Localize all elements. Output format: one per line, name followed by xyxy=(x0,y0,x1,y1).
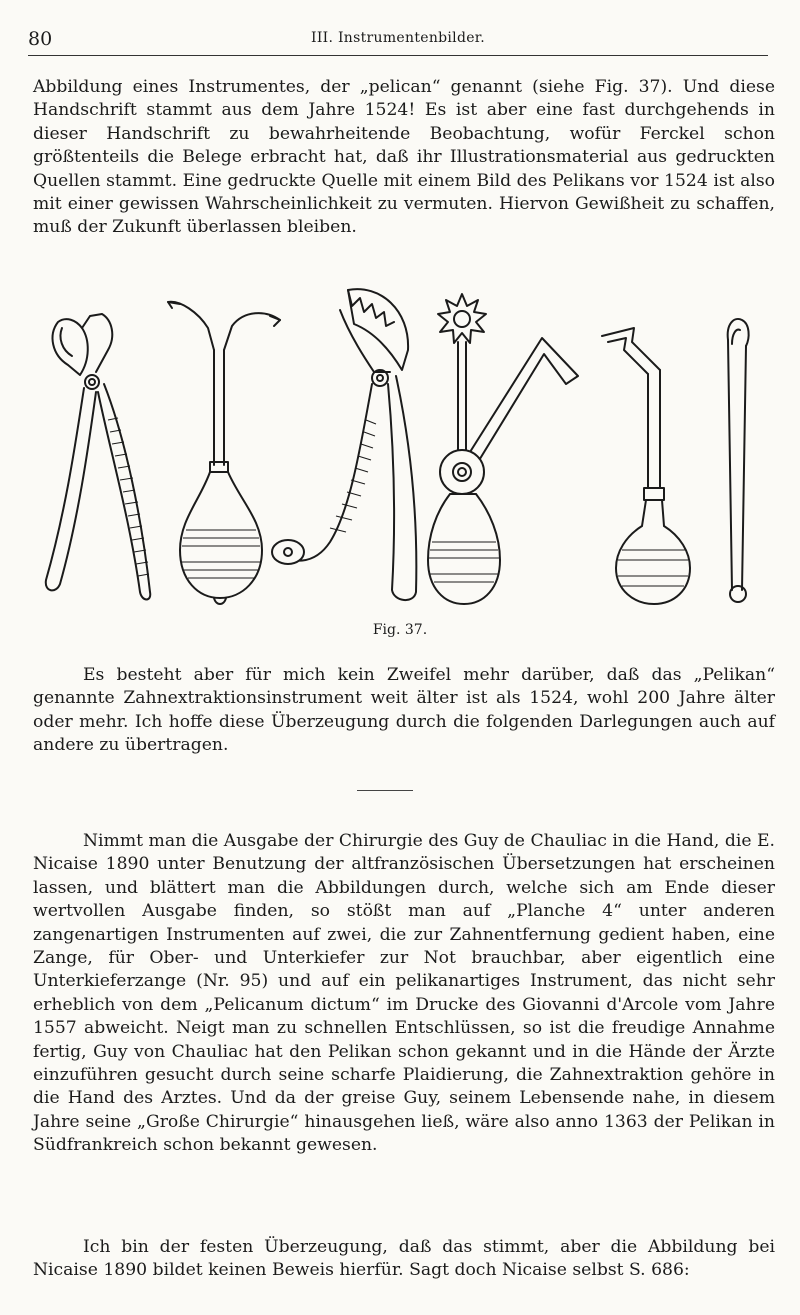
forked-instrument-drawing xyxy=(168,302,280,604)
section-divider xyxy=(357,790,413,791)
paragraph-2: Es besteht aber für mich kein Zweifel mehr darüber, daß das „Pelikan“ genannte Zahnextraktionsinstrument weit älter ist als 1524, wohl 200 Jahre älter oder mehr. Ich hoffe diese Überzeugung durch die folgenden Darlegungen auch auf andere zu übertragen. xyxy=(33,665,775,756)
instrument-figure xyxy=(30,280,770,625)
paragraph-3: Nimmt man die Ausgabe der Chirurgie des Guy de Chauliac in die Hand, die E. Nicaise 1890 unter Benutzung der altfranzösischen Übersetzungen hat erscheinen lassen, und blättert man die Abbildungen durch, welche sich am Ende dieser wertvollen Ausgabe finden, so stößt man auf „Planche 4“ unter anderen zangenartigen Instrumenten auf zwei, die zur Zahnentfernung gedient haben, eine Zange, für Ober- und Unterkiefer zur Not brauchbar, aber eigentlich eine Unterkieferzange (Nr. 95) und auf ein pelikanartiges Instrument, das nicht sehr erheblich von dem „Pelicanum dictum“ im Drucke des Giovanni d'Arcole vom Jahre 1557 abweicht. Neigt man zu schnellen Entschlüssen, so ist die freudige Annahme fertig, Guy von Chauliac hat den Pelikan schon gekannt und in die Hände der Ärzte einzuführen gesucht durch seine scharfe Plaidierung, die Zahnextraktion gehöre in die Hand des Arztes. Und da der greise Guy, seinem Lebensende nahe, in diesem Jahre seine „Große Chirurgie“ hinausgehen ließ, wäre also anno 1363 der Pelikan in Südfrankreich schon bekannt gewesen. xyxy=(33,831,775,1156)
instrument-drawings xyxy=(30,280,770,625)
hooked-lever-drawing xyxy=(602,328,690,604)
page-header xyxy=(28,22,768,52)
forceps-drawing xyxy=(46,314,150,600)
figure-caption: Fig. 37. xyxy=(372,622,428,638)
paragraph-1: Abbildung eines Instrumentes, der „pelican“ genannt (siehe Fig. 37). Und diese Handschrift stammt aus dem Jahre 1524! Es ist aber eine fast durchgehends in dieser Handschrift zu bewahrheitende Beobachtung, wofür Ferckel schon größtenteils die Belege erbracht hat, daß ihr Illustrationsmaterial aus gedruckten Quellen stammt. Eine gedruckte Quelle mit einem Bild des Pelikans vor 1524 ist also mit einer gewissen Wahrscheinlichkeit zu vermuten. Hiervon Gewißheit zu schaffen, muß der Zukunft überlassen bleiben. xyxy=(33,77,775,238)
long-hook-drawing xyxy=(728,319,749,602)
pelican-drawing xyxy=(272,289,416,600)
running-head: III. Instrumentenbilder. xyxy=(310,30,486,46)
star-wheel-instrument-drawing xyxy=(428,294,578,604)
page-number: 80 xyxy=(28,28,53,50)
paragraph-4: Ich bin der festen Überzeugung, daß das stimmt, aber die Abbildung bei Nicaise 1890 bildet keinen Beweis hierfür. Sagt doch Nicaise selbst S. 686: xyxy=(33,1237,775,1281)
header-rule xyxy=(28,55,768,56)
